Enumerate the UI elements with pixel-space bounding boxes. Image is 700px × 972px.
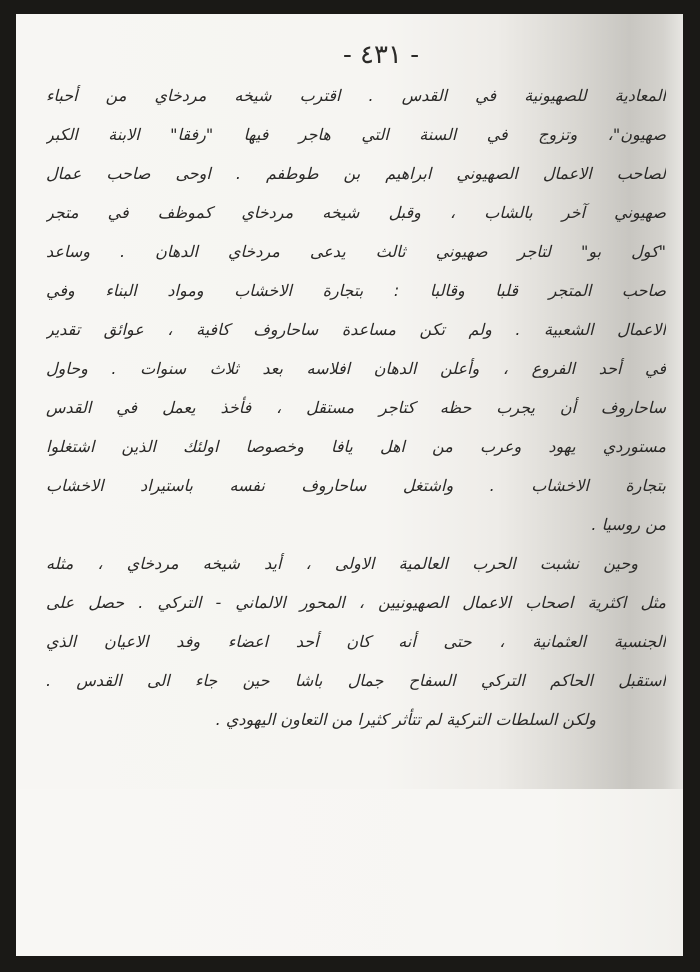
text-line: الجنسية العثمانية ، حتى أنه كان أحد اعضاء وفد الاعيان الذي (46, 632, 666, 651)
page-blank-area (16, 789, 683, 956)
text-line: ساحاروف أن يجرب حظه كتاجر مستقل ، فأخذ يعمل في القدس (46, 398, 666, 417)
text-line: في أحد الفروع ، وأعلن الدهان افلاسه بعد ثلاث سنوات . وحاول (46, 359, 666, 378)
handwritten-text-body (46, 76, 666, 739)
text-line: وحين نشبت الحرب العالمية الاولى ، أيد شيخه مردخاي ، مثله (46, 554, 639, 573)
text-line: المعادية للصهيونية في القدس . اقترب شيخه مردخاي من أحباء (46, 86, 666, 105)
document-page (16, 14, 683, 956)
text-line: صاحب المتجر قلبا وقالبا : بتجارة الاخشاب ومواد البناء وفي (46, 281, 666, 300)
text-line: الاعمال الشعبية . ولم تكن مساعدة ساحاروف كافية ، عوائق تقدير (46, 320, 666, 339)
text-line: صهيوني آخر بالشاب ، وقبل شيخه مردخاي كموظف في متجر (46, 203, 666, 222)
text-line: مستوردي يهود وعرب من اهل يافا وخصوصا اولئك الذين اشتغلوا (46, 437, 666, 456)
text-line: "كول بو" لتاجر صهيوني ثالث يدعى مردخاي الدهان . وساعد (46, 242, 666, 261)
text-line: من روسيا . (591, 515, 666, 534)
text-line: استقبل الحاكم التركي السفاح جمال باشا حين جاء الى القدس . (46, 671, 666, 690)
text-line: لصاحب الاعمال الصهيوني ابراهيم بن طوطفم . اوحى صاحب عمال (46, 164, 666, 183)
text-line: ولكن السلطات التركية لم تتأثر كثيرا من التعاون اليهودي . (215, 710, 596, 729)
text-line: صهيون"، وتزوج في السنة التي هاجر فيها "رفقا" الابنة الكبر (46, 125, 666, 144)
text-line: مثل اكثرية اصحاب الاعمال الصهيونيين ، المحور الالماني - التركي . حصل على (46, 593, 666, 612)
page-number: - ٤٣١ - (342, 40, 420, 70)
text-line: بتجارة الاخشاب . واشتغل ساحاروف نفسه باستيراد الاخشاب (46, 476, 666, 495)
